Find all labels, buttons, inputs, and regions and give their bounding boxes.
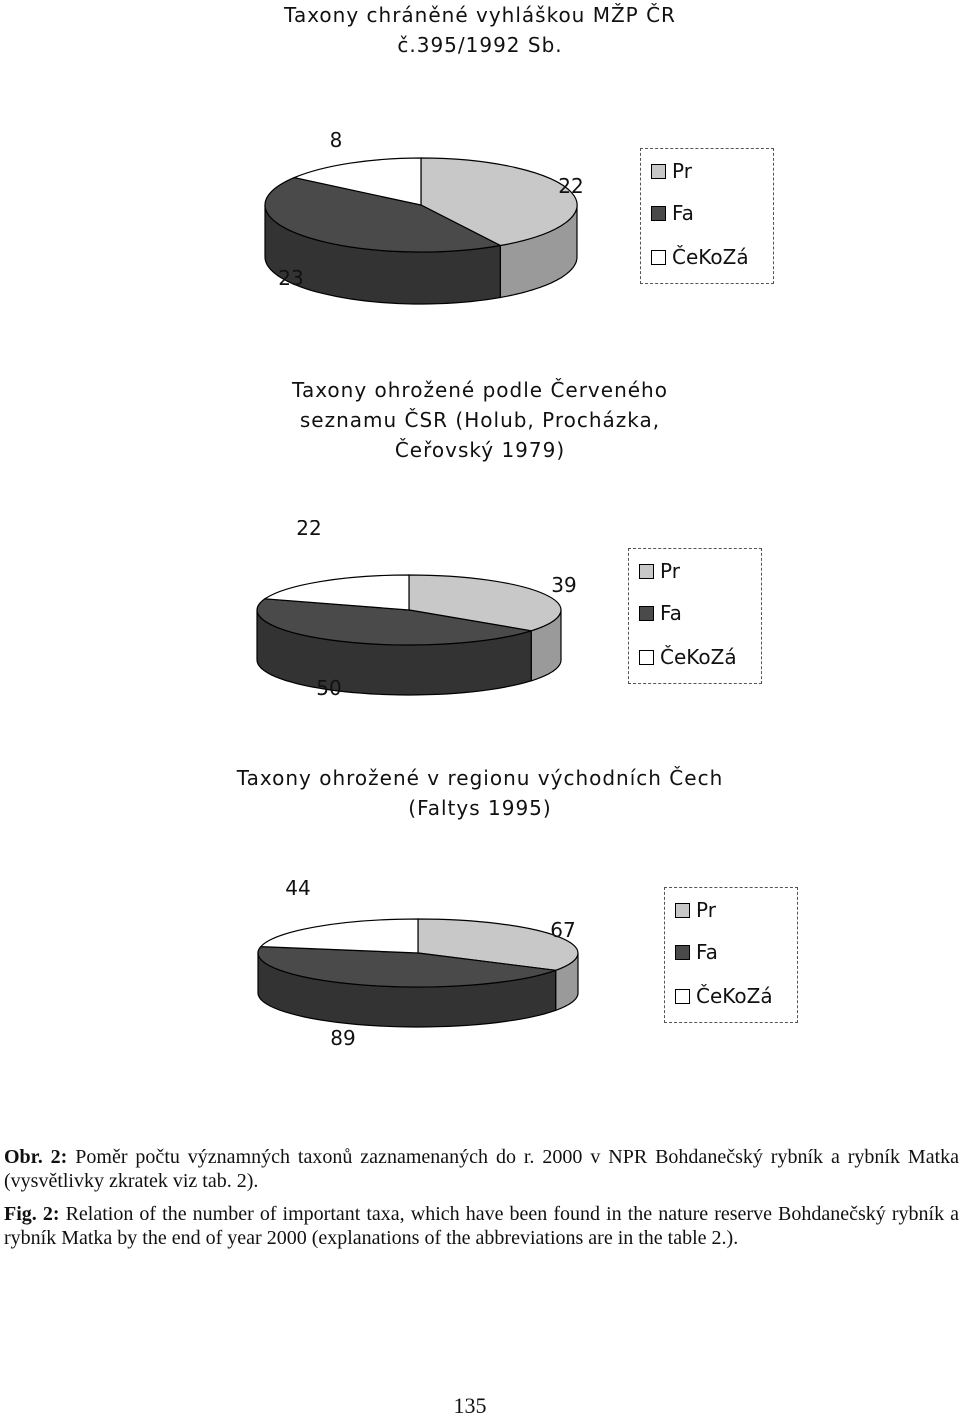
data-label-pr: 39 <box>551 573 577 597</box>
legend-item-fa <box>675 940 718 964</box>
legend-item-cekoza <box>639 645 737 669</box>
chart-1-legend <box>640 148 774 284</box>
legend-swatch-pr <box>639 564 654 579</box>
chart-2-title <box>0 375 960 465</box>
chart-1-title <box>0 0 960 60</box>
legend-item-cekoza <box>651 245 749 269</box>
data-label-fa: 23 <box>278 266 304 290</box>
chart-2-pie <box>0 520 960 720</box>
legend-swatch-fa <box>651 206 666 221</box>
legend-swatch-fa <box>675 945 690 960</box>
legend-swatch-cekoza <box>639 650 654 665</box>
legend-swatch-cekoza <box>651 250 666 265</box>
chart-3-legend <box>664 887 798 1023</box>
legend-item-fa <box>639 601 682 625</box>
legend-swatch-pr <box>651 164 666 179</box>
legend-item-fa <box>651 201 694 225</box>
legend-swatch-cekoza <box>675 989 690 1004</box>
legend-label-cekoza: ČeKoZá <box>696 984 773 1008</box>
legend-label-fa: Fa <box>660 601 682 625</box>
data-label-čekozá: 8 <box>329 128 343 152</box>
data-label-čekozá: 22 <box>296 520 322 540</box>
legend-label-fa: Fa <box>672 201 694 225</box>
data-label-fa: 89 <box>330 1026 356 1050</box>
data-label-fa: 50 <box>316 676 342 700</box>
legend-item-pr <box>639 559 680 583</box>
pie-slice-čekozá <box>261 919 418 953</box>
legend-item-pr <box>675 898 716 922</box>
caption-cz-text: Poměr počtu významných taxonů zaznamenaných do r. 2000 v NPR Bohdanečský rybník a rybník Matka (vysvětlivky zkratek viz tab. 2). <box>4 1146 960 1192</box>
legend-label-cekoza: ČeKoZá <box>660 645 737 669</box>
legend-label-cekoza: ČeKoZá <box>672 245 749 269</box>
chart-3-title <box>0 763 960 823</box>
legend-item-pr <box>651 159 692 183</box>
data-label-pr: 22 <box>558 174 584 198</box>
caption-en-text: Relation of the number of important taxa, which have been found in the nature reserve Bohdanečský rybník a rybník Matka by the end of year 2000 (explanations of the abbreviations are in the table 2.). <box>4 1203 960 1249</box>
legend-swatch-pr <box>675 903 690 918</box>
legend-swatch-fa <box>639 606 654 621</box>
caption-en-label: Fig. 2: <box>4 1203 60 1225</box>
chart-2-title-line-2: seznamu ČSR (Holub, Procházka, <box>299 408 661 432</box>
data-label-čekozá: 44 <box>285 876 311 900</box>
chart-1-title-line-2: č.395/1992 Sb. <box>397 33 563 57</box>
legend-label-pr: Pr <box>660 559 680 583</box>
chart-3-title-line-2: (Faltys 1995) <box>408 796 552 820</box>
figure-caption-en <box>4 1202 959 1250</box>
chart-3-title-line-1: Taxony ohrožené v regionu východních Čech <box>236 766 724 790</box>
legend-label-fa: Fa <box>696 940 718 964</box>
chart-3-pie <box>0 865 960 1065</box>
chart-2-title-line-3: Čeřovský 1979) <box>394 438 566 462</box>
legend-item-cekoza <box>675 984 773 1008</box>
chart-1-title-line-1: Taxony chráněné vyhláškou MŽP ČR <box>284 3 676 27</box>
chart-2-legend <box>628 548 762 684</box>
page-number: 135 <box>453 1393 487 1418</box>
chart-1-pie <box>0 110 960 350</box>
legend-label-pr: Pr <box>696 898 716 922</box>
figure-caption-cz <box>4 1145 959 1193</box>
data-label-pr: 67 <box>550 918 576 942</box>
chart-2-title-line-1: Taxony ohrožené podle Červeného <box>292 378 668 402</box>
legend-label-pr: Pr <box>672 159 692 183</box>
caption-cz-label: Obr. 2: <box>4 1146 68 1168</box>
